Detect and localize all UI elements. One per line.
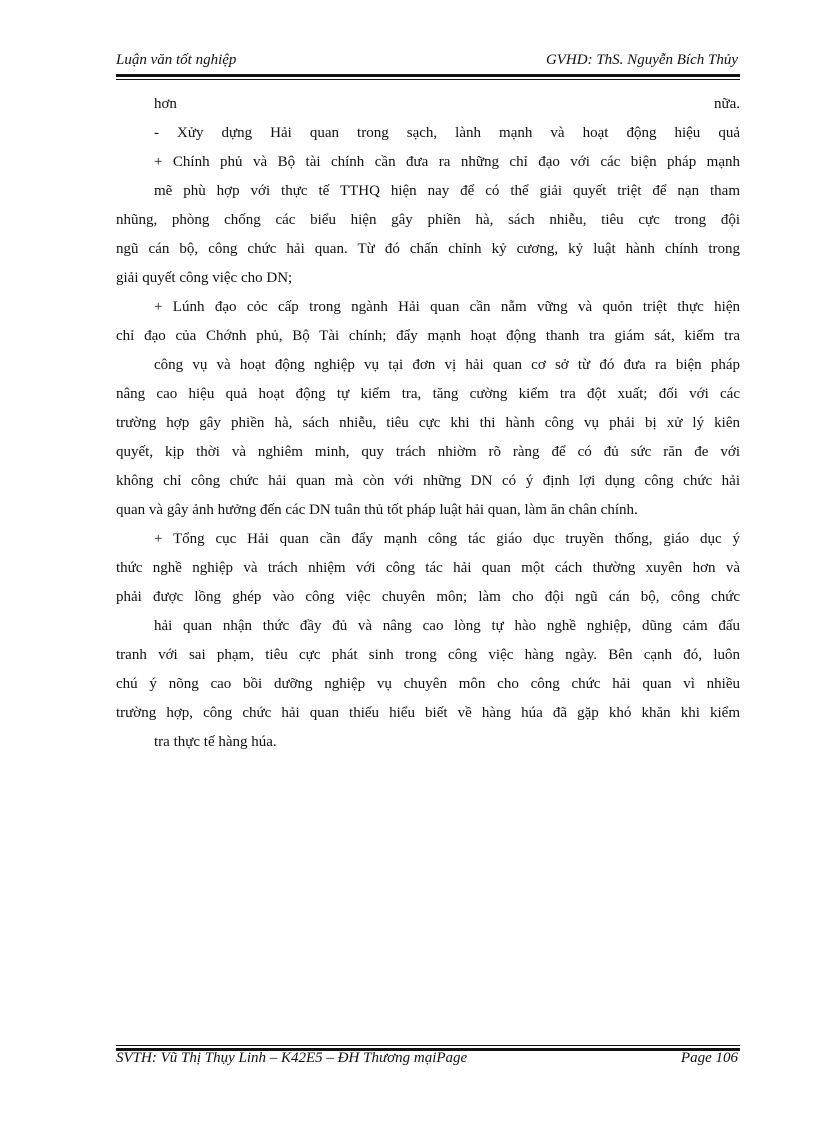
text-line: công vụ và hoạt động nghiệp vụ tại đơn vị hải quan cơ sở từ đó đưa ra biện pháp: [154, 357, 740, 373]
text-line: - Xửy dựng Hải quan trong sạch, lành mạnh và hoạt động hiệu quả: [154, 125, 740, 141]
text-line: không chỉ công chức hải quan mà còn với những DN có ý định lợi dụng công chức hải: [116, 473, 740, 489]
text-line: + Lúnh đạo cỏc cấp trong ngành Hải quan cần nẵm vững và quỏn triệt thực hiện: [154, 299, 740, 315]
header-rule-thin: [116, 79, 740, 80]
text-line: giải quyết công việc cho DN;: [116, 270, 293, 286]
text-line: chú ý nõng cao bồi dưỡng nghiệp vụ chuyên môn cho công chức hải quan vì nhiều: [116, 676, 740, 692]
footer-student: SVTH: Vũ Thị Thụy Linh – K42E5 – ĐH Thương mạiPage: [116, 1050, 468, 1066]
text-line: quyết, kịp thời và nghiêm minh, quy trách nhiờm rõ ràng để có đủ sức răn đe với: [116, 444, 740, 460]
header-rule-thick: [116, 74, 740, 77]
text-line: tra thực tế hàng húa.: [154, 734, 277, 750]
page-header: [116, 52, 738, 74]
text-line: tranh với sai phạm, tiêu cực phát sinh trong công việc hàng ngày. Bên cạnh đó, luôn: [116, 647, 740, 663]
text-line: hải quan nhận thức đầy đủ và nâng cao lòng tự hào nghề nghiệp, dũng cảm đấu: [154, 618, 740, 634]
text-line: mẽ phù hợp với thực tế TTHQ hiện nay để có thể giải quyết triệt để nạn tham: [154, 183, 740, 199]
header-supervisor: GVHD: ThS. Nguyễn Bích Thủy: [545, 52, 738, 68]
text-line: nhũng, phòng chống các biểu hiện gây phiền hà, sách nhiễu, tiêu cực trong đội: [116, 212, 740, 228]
text-line: trường hợp gây phiền hà, sách nhiễu, tiêu cực khi thi hành công vụ phải bị xử lý kiên: [116, 415, 740, 431]
page-footer: [116, 1050, 738, 1074]
text-line: + Chính phủ và Bộ tài chính cần đưa ra những chỉ đạo với các biện pháp mạnh: [154, 154, 740, 170]
text-line: nâng cao hiệu quả hoạt động tự kiểm tra, tăng cường kiểm tra đột xuất; đối với các: [116, 386, 740, 402]
header-thesis-title: Luận văn tốt nghiệp: [116, 52, 237, 68]
text-line: trường hợp, công chức hải quan thiếu hiểu biết về hàng húa đã gặp khó khăn khi kiểm: [116, 705, 740, 721]
body-text: [116, 92, 740, 759]
footer-rule-thin: [116, 1045, 740, 1046]
page-number: Page 106: [680, 1050, 738, 1066]
text-line: phải được lồng ghép vào công việc chuyên môn; làm cho đội ngũ cán bộ, công chức: [116, 589, 740, 605]
text-line: hơn nữa.: [154, 96, 740, 112]
text-line: quan và gây ảnh hưởng đến các DN tuân thủ tốt pháp luật hải quan, làm ăn chân chính.: [116, 502, 638, 518]
text-line: ngũ cán bộ, công chức hải quan. Từ đó chấn chỉnh kỷ cương, kỷ luật hành chính trong: [116, 241, 740, 257]
text-line: thức nghề nghiệp và trách nhiệm với công tác hải quan một cách thường xuyên hơn và: [116, 560, 740, 576]
text-line: + Tổng cục Hải quan cần đẩy mạnh công tác giáo dục truyền thống, giáo dục ý: [154, 531, 740, 547]
text-line: chỉ đạo của Chớnh phủ, Bộ Tài chính; đẩy mạnh hoạt động thanh tra giám sát, kiểm tra: [116, 328, 740, 344]
